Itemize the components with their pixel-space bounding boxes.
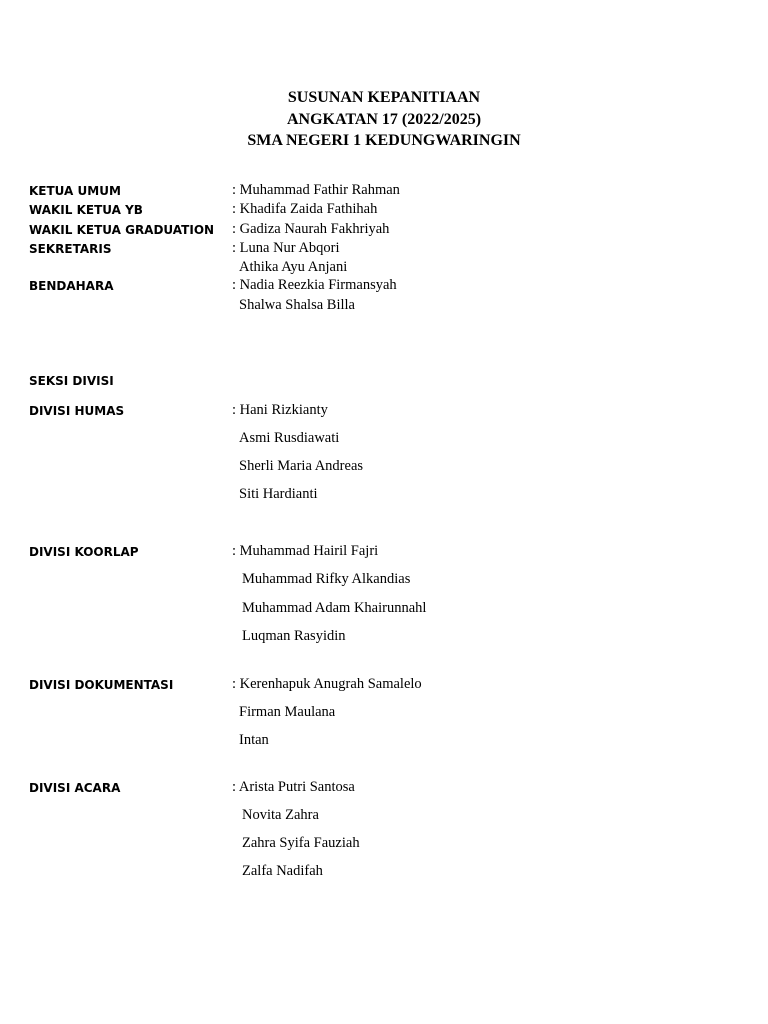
member-dokumentasi-3: Intan	[239, 732, 269, 748]
role-divisi-acara: DIVISI ACARA	[29, 781, 121, 795]
member-acara-2: Novita Zahra	[242, 807, 319, 823]
document-title-line-1: SUSUNAN KEPANITIAAN	[287, 89, 481, 106]
member-dokumentasi-1: : Kerenhapuk Anugrah Samalelo	[232, 676, 422, 692]
role-ketua-umum: KETUA UMUM	[29, 184, 121, 198]
member-wakil-ketua-yb: : Khadifa Zaida Fathihah	[232, 201, 378, 217]
member-acara-1: : Arista Putri Santosa	[232, 779, 355, 795]
member-humas-2: Asmi Rusdiawati	[239, 430, 340, 446]
role-divisi-humas: DIVISI HUMAS	[29, 404, 125, 418]
member-ketua-umum: : Muhammad Fathir Rahman	[232, 182, 400, 198]
role-wakil-ketua-graduation: WAKIL KETUA GRADUATION	[29, 223, 215, 237]
member-koorlap-3: Muhammad Adam Khairunnahl	[242, 600, 427, 616]
member-koorlap-1: : Muhammad Hairil Fajri	[232, 543, 379, 559]
role-bendahara: BENDAHARA	[29, 279, 114, 293]
member-acara-4: Zalfa Nadifah	[242, 863, 323, 879]
member-humas-1: : Hani Rizkianty	[232, 402, 328, 418]
member-bendahara-1: : Nadia Reezkia Firmansyah	[232, 277, 397, 293]
member-sekretaris-1: : Luna Nur Abqori	[232, 240, 340, 256]
member-humas-4: Siti Hardianti	[239, 486, 318, 502]
member-sekretaris-2: Athika Ayu Anjani	[239, 259, 348, 275]
role-divisi-koorlap: DIVISI KOORLAP	[29, 545, 139, 559]
document-title-line-2: ANGKATAN 17 (2022/2025)	[286, 111, 482, 128]
member-humas-3: Sherli Maria Andreas	[239, 458, 364, 474]
section-heading-seksi-divisi: SEKSI DIVISI	[29, 374, 114, 388]
member-wakil-ketua-graduation: : Gadiza Naurah Fakhriyah	[232, 221, 390, 237]
member-bendahara-2: Shalwa Shalsa Billa	[239, 297, 355, 313]
member-dokumentasi-2: Firman Maulana	[239, 704, 336, 720]
member-koorlap-4: Luqman Rasyidin	[242, 628, 346, 644]
member-acara-3: Zahra Syifa Fauziah	[242, 835, 360, 851]
role-sekretaris: SEKRETARIS	[29, 242, 112, 256]
document-title-line-3: SMA NEGERI 1 KEDUNGWARINGIN	[247, 132, 521, 149]
member-koorlap-2: Muhammad Rifky Alkandias	[242, 571, 411, 587]
role-wakil-ketua-yb: WAKIL KETUA YB	[29, 203, 143, 217]
role-divisi-dokumentasi: DIVISI DOKUMENTASI	[29, 678, 174, 692]
